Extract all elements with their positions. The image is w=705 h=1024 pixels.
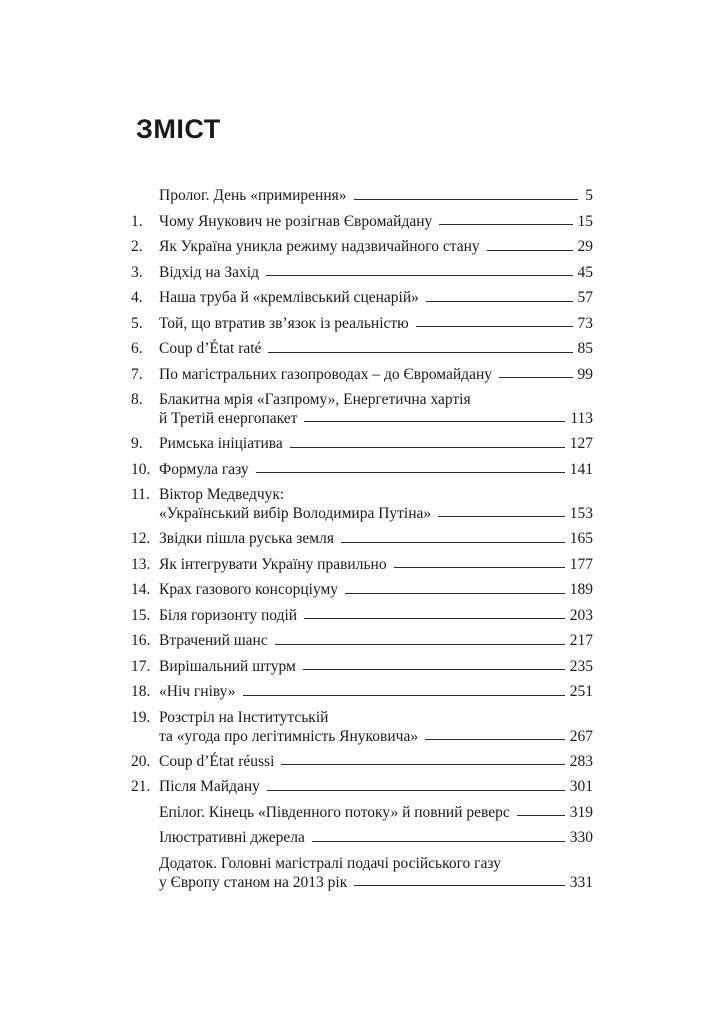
toc-entry-title-line: Той, що втратив зв’язок із реальністю — [159, 314, 409, 332]
leader-line — [354, 199, 578, 200]
leader-line — [394, 567, 565, 568]
toc-entry — [131, 749, 593, 775]
toc-entry-title-line: Пролог. День «примирення» — [159, 187, 347, 204]
toc-entry — [131, 336, 593, 362]
leader-line — [438, 516, 565, 517]
leader-line — [312, 841, 565, 842]
toc-entry-page: 330 — [569, 829, 593, 846]
toc-entry-number: 10. — [131, 460, 151, 478]
toc-entry-page: 45 — [577, 263, 593, 281]
toc-entry-number: 18. — [131, 683, 151, 700]
toc-entry-page: 301 — [569, 778, 593, 795]
toc-entry — [131, 774, 593, 800]
leader-line — [290, 447, 565, 448]
toc-entry-number: 14. — [131, 581, 151, 598]
toc-entry-page: 85 — [577, 340, 593, 357]
toc-entry-page: 113 — [570, 410, 593, 427]
toc-entry-number: 20. — [131, 752, 151, 770]
toc-entry-title-line: у Європу станом на 2013 рік — [159, 873, 348, 891]
toc-entry — [131, 234, 593, 260]
toc-entry-number: 9. — [131, 435, 143, 452]
toc-entry — [131, 577, 593, 603]
toc-entry-title-line: Наша труба й «кремлівський сценарій» — [159, 289, 419, 306]
toc-entry-number: 3. — [131, 263, 143, 281]
toc-entry — [131, 603, 593, 629]
toc-entry-page: 165 — [569, 530, 593, 547]
toc-entry-title-line: Відхід на Захід — [159, 263, 259, 281]
toc-entry-title-line: Біля горизонту подій — [159, 606, 298, 624]
toc-entry — [131, 260, 593, 286]
leader-line — [304, 618, 565, 619]
toc-entry-title-line: Формула газу — [159, 460, 249, 478]
leader-line — [266, 275, 573, 276]
toc-entry-number: 4. — [131, 289, 143, 306]
leader-line — [426, 301, 573, 302]
toc-entry — [131, 486, 593, 524]
toc-entry-title-line: Віктор Медведчук: — [159, 486, 285, 503]
toc-entry-title-line: Вирішальний штурм — [159, 657, 296, 675]
leader-line — [341, 542, 565, 543]
toc-entry — [131, 431, 593, 457]
leader-line — [268, 352, 572, 353]
toc-entry-page: 319 — [569, 803, 593, 821]
toc-entry — [131, 654, 593, 680]
toc-entry-title-line: Римська ініціатива — [159, 435, 283, 452]
toc-entry-page: 73 — [577, 314, 593, 332]
toc-entry-title-line: Після Майдану — [159, 778, 260, 795]
toc-entry-title-line: Епілог. Кінець «Південного потоку» й повний реверс — [159, 803, 510, 821]
table-of-contents — [131, 183, 593, 895]
leader-line — [499, 377, 573, 378]
toc-entry-number: 16. — [131, 632, 151, 649]
toc-entry-title-line: Додаток. Головні магістралі подачі російського газу — [159, 854, 501, 872]
toc-entry-page: 267 — [569, 727, 593, 745]
toc-entry — [131, 825, 593, 851]
toc-entry-number: 13. — [131, 555, 151, 573]
toc-entry-page: 99 — [577, 365, 593, 383]
leader-line — [487, 250, 573, 251]
toc-entry-title-line: та «угода про легітимність Януковича» — [159, 727, 419, 745]
toc-entry-number: 1. — [131, 212, 143, 230]
toc-entry-title-line: Розстріл на Інститутській — [159, 708, 329, 726]
toc-entry-page: 5 — [585, 187, 593, 204]
toc-entry — [131, 709, 593, 747]
leader-line — [345, 593, 565, 594]
toc-entry-page: 153 — [569, 505, 593, 522]
toc-entry — [131, 209, 593, 235]
leader-line — [304, 421, 565, 422]
leader-line — [281, 764, 564, 765]
toc-entry-number: 19. — [131, 708, 151, 726]
leader-line — [354, 885, 564, 886]
toc-entry-page: 235 — [569, 657, 593, 675]
toc-entry-title-line: Coup d’État raté — [159, 340, 262, 357]
toc-entry-title-line: «Український вибір Володимира Путіна» — [159, 505, 432, 522]
leader-line — [303, 669, 565, 670]
toc-entry-number: 12. — [131, 530, 151, 547]
toc-entry — [131, 391, 593, 429]
toc-entry-page: 331 — [569, 873, 593, 891]
toc-entry-title-line: «Ніч гніву» — [159, 683, 236, 700]
leader-line — [256, 472, 565, 473]
toc-entry-page: 251 — [569, 683, 593, 700]
toc-entry-title-line: Втрачений шанс — [159, 632, 268, 649]
toc-entry-page: 217 — [569, 632, 593, 649]
toc-entry-title-line: Coup d’État réussi — [159, 752, 275, 770]
toc-entry — [131, 552, 593, 578]
toc-entry-page: 141 — [569, 460, 593, 478]
toc-entry-number: 6. — [131, 340, 143, 357]
toc-entry — [131, 311, 593, 337]
leader-line — [517, 815, 565, 816]
toc-entry — [131, 285, 593, 311]
toc-entry — [131, 362, 593, 388]
leader-line — [275, 644, 565, 645]
toc-entry-number: 11. — [131, 486, 150, 503]
leader-line — [243, 695, 565, 696]
toc-entry — [131, 526, 593, 552]
toc-entry-title-line: й Третій енергопакет — [159, 410, 298, 427]
toc-entry-number: 8. — [131, 391, 143, 408]
toc-entry-title-line: Блакитна мрія «Газпрому», Енергетична хартія — [159, 391, 471, 408]
toc-entry-page: 177 — [569, 555, 593, 573]
toc-entry-number: 2. — [131, 238, 143, 255]
toc-entry-title-line: Крах газового консорціуму — [159, 581, 339, 598]
toc-entry-number: 5. — [131, 314, 143, 332]
toc-entry-title-line: Ілюстративні джерела — [159, 829, 305, 846]
leader-line — [416, 326, 573, 327]
toc-entry-number: 21. — [131, 778, 151, 795]
page-title: ЗМІСТ — [136, 114, 221, 144]
leader-line — [425, 739, 565, 740]
toc-entry-title-line: Чому Янукович не розігнав Євромайдану — [159, 212, 433, 230]
toc-entry-title-line: По магістральних газопроводах – до Євромайдану — [159, 365, 492, 383]
toc-entry-title-line: Як Україна уникла режиму надзвичайного стану — [159, 238, 480, 255]
toc-entry — [131, 183, 593, 209]
toc-entry-page: 189 — [569, 581, 593, 598]
toc-entry-page: 15 — [577, 212, 593, 230]
toc-entry-number: 15. — [131, 606, 151, 624]
toc-entry — [131, 800, 593, 826]
toc-entry — [131, 679, 593, 705]
toc-entry-page: 127 — [569, 435, 593, 452]
toc-entry-title-line: Звідки пішла руська земля — [159, 530, 334, 547]
leader-line — [439, 224, 572, 225]
leader-line — [267, 790, 565, 791]
toc-entry-page: 57 — [577, 289, 593, 306]
toc-entry — [131, 855, 593, 893]
toc-entry-number: 17. — [131, 657, 151, 675]
toc-entry-page: 203 — [569, 606, 593, 624]
toc-entry-number: 7. — [131, 365, 143, 383]
toc-entry-title-line: Як інтегрувати Україну правильно — [159, 555, 387, 573]
toc-entry-page: 29 — [577, 238, 593, 255]
toc-entry — [131, 628, 593, 654]
toc-entry — [131, 457, 593, 483]
toc-entry-page: 283 — [569, 752, 593, 770]
